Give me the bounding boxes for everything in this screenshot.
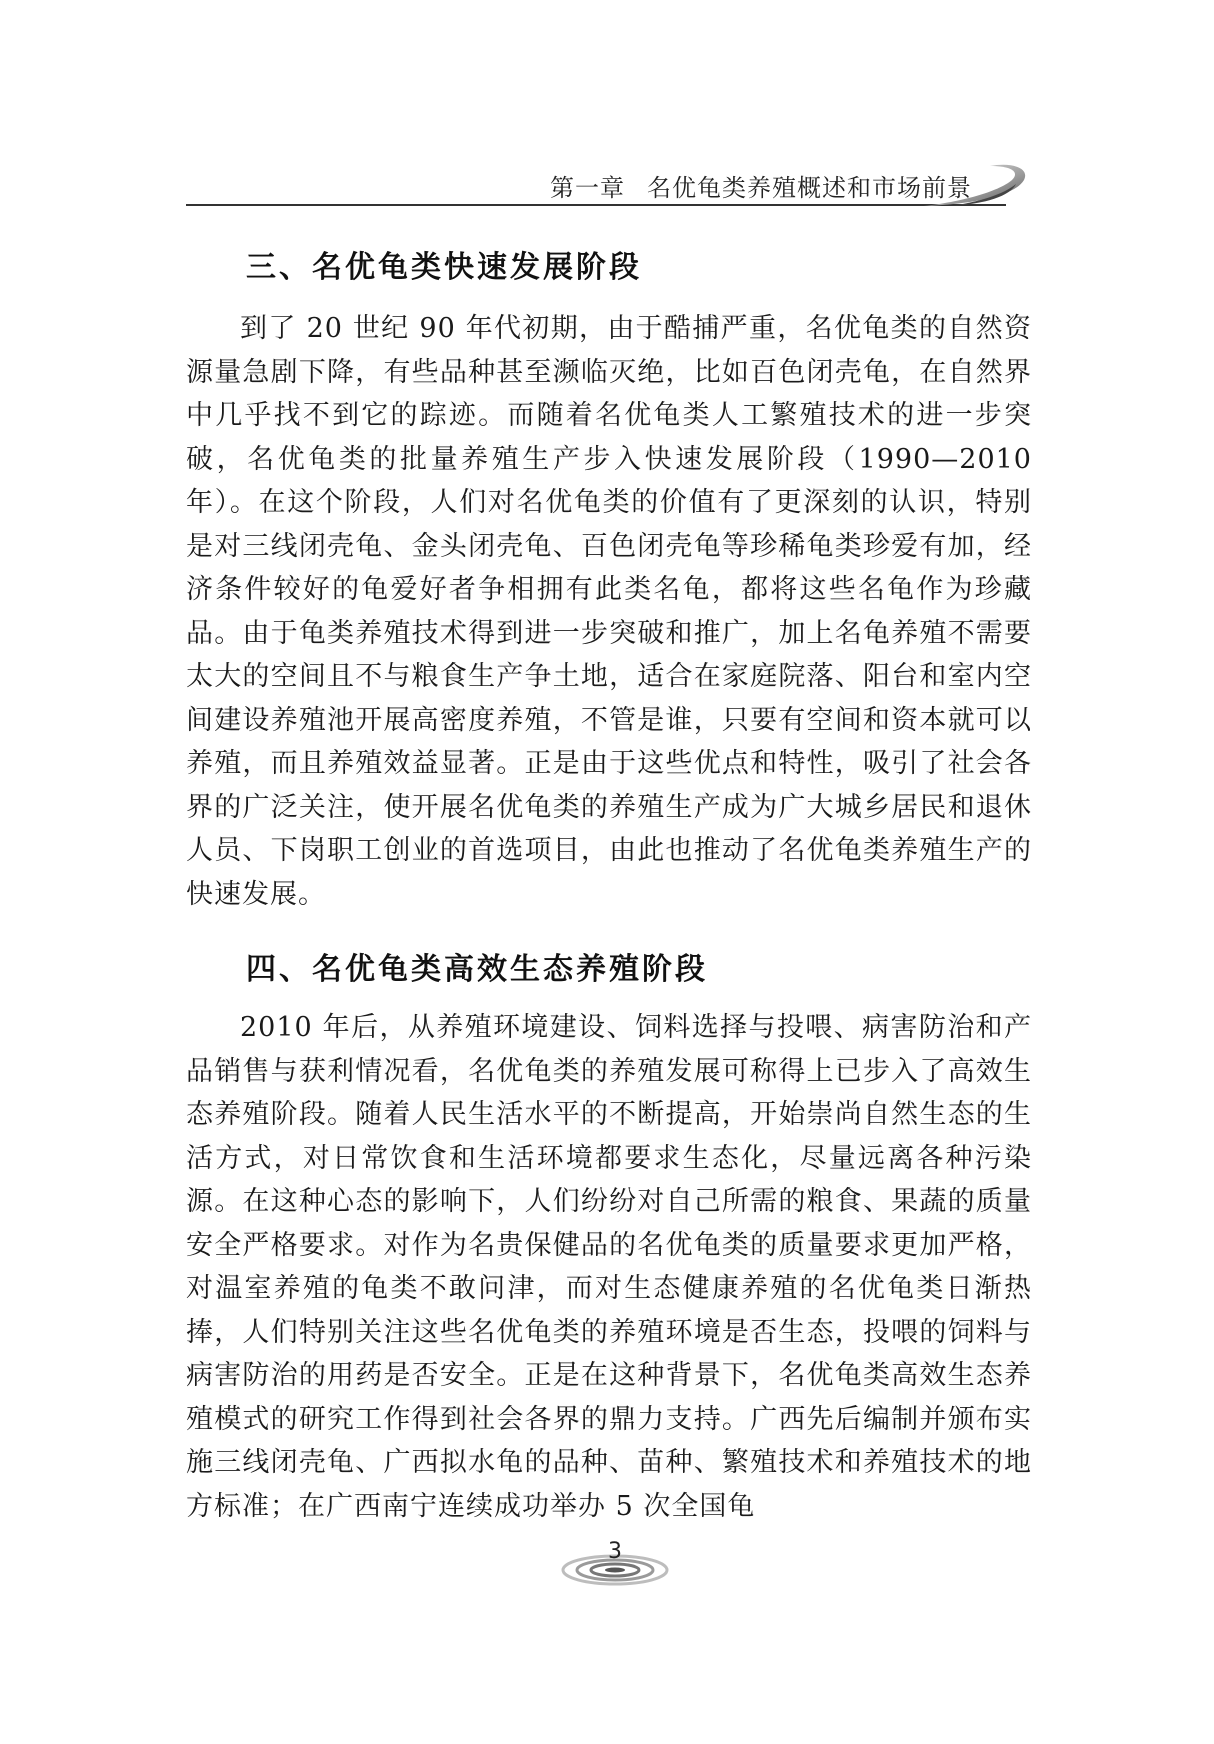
chapter-label: 第一章	[550, 174, 625, 202]
body-paragraph: 2010 年后，从养殖环境建设、饲料选择与投喂、病害防治和产品销售与获利情况看，名优龟类的养殖发展可称得上已步入了高效生态养殖阶段。随着人民生活水平的不断提高，开始崇尚自然生态的生活方式，对日常饮食和生活环境都要求生态化，尽量远离各种污染源。在这种心态的影响下，人们纷纷对自己所需的粮食、果蔬的质量安全严格要求。对作为名贵保健品的名优龟类的质量要求更加严格，对温室养殖的龟类不敢问津，而对生态健康养殖的名优龟类日渐热捧，人们特别关注这些名优龟类的养殖环境是否生态，投喂的饲料与病害防治的用药是否安全。正是在这种背景下，名优龟类高效生态养殖模式的研究工作得到社会各界的鼎力支持。广西先后编制并颁布实施三线闭壳龟、广西拟水龟的品种、苗种、繁殖技术和养殖技术的地方标准；在广西南宁连续成功举办 5 次全国龟	[186, 1012, 1032, 1522]
header-rule	[186, 204, 1006, 206]
section-heading: 三、名优龟类快速发展阶段	[246, 250, 642, 285]
page-number: 3	[608, 1539, 622, 1564]
page-footer	[560, 1538, 670, 1588]
running-header	[186, 162, 1030, 206]
header-swoosh-ornament	[920, 162, 1030, 206]
section-heading: 四、名优龟类高效生态养殖阶段	[246, 952, 708, 987]
running-header-title	[550, 168, 972, 203]
chapter-title: 名优龟类养殖概述和市场前景	[647, 174, 972, 202]
body-paragraph: 到了 20 世纪 90 年代初期，由于酷捕严重，名优龟类的自然资源量急剧下降，有些品种甚至濒临灭绝，比如百色闭壳龟，在自然界中几乎找不到它的踪迹。而随着名优龟类人工繁殖技术的进一步突破，名优龟类的批量养殖生产步入快速发展阶段（1990—2010 年）。在这个阶段，人们对名优龟类的价值有了更深刻的认识，特别是对三线闭壳龟、金头闭壳龟、百色闭壳龟等珍稀龟类珍爱有加，经济条件较好的龟爱好者争相拥有此类名龟，都将这些名龟作为珍藏品。由于龟类养殖技术得到进一步突破和推广，加上名龟养殖不需要太大的空间且不与粮食生产争土地，适合在家庭院落、阳台和室内空间建设养殖池开展高密度养殖，不管是谁，只要有空间和资本就可以养殖，而且养殖效益显著。正是由于这些优点和特性，吸引了社会各界的广泛关注，使开展名优龟类的养殖生产成为广大城乡居民和退休人员、下岗职工创业的首选项目，由此也推动了名优龟类养殖生产的快速发展。	[186, 313, 1032, 910]
